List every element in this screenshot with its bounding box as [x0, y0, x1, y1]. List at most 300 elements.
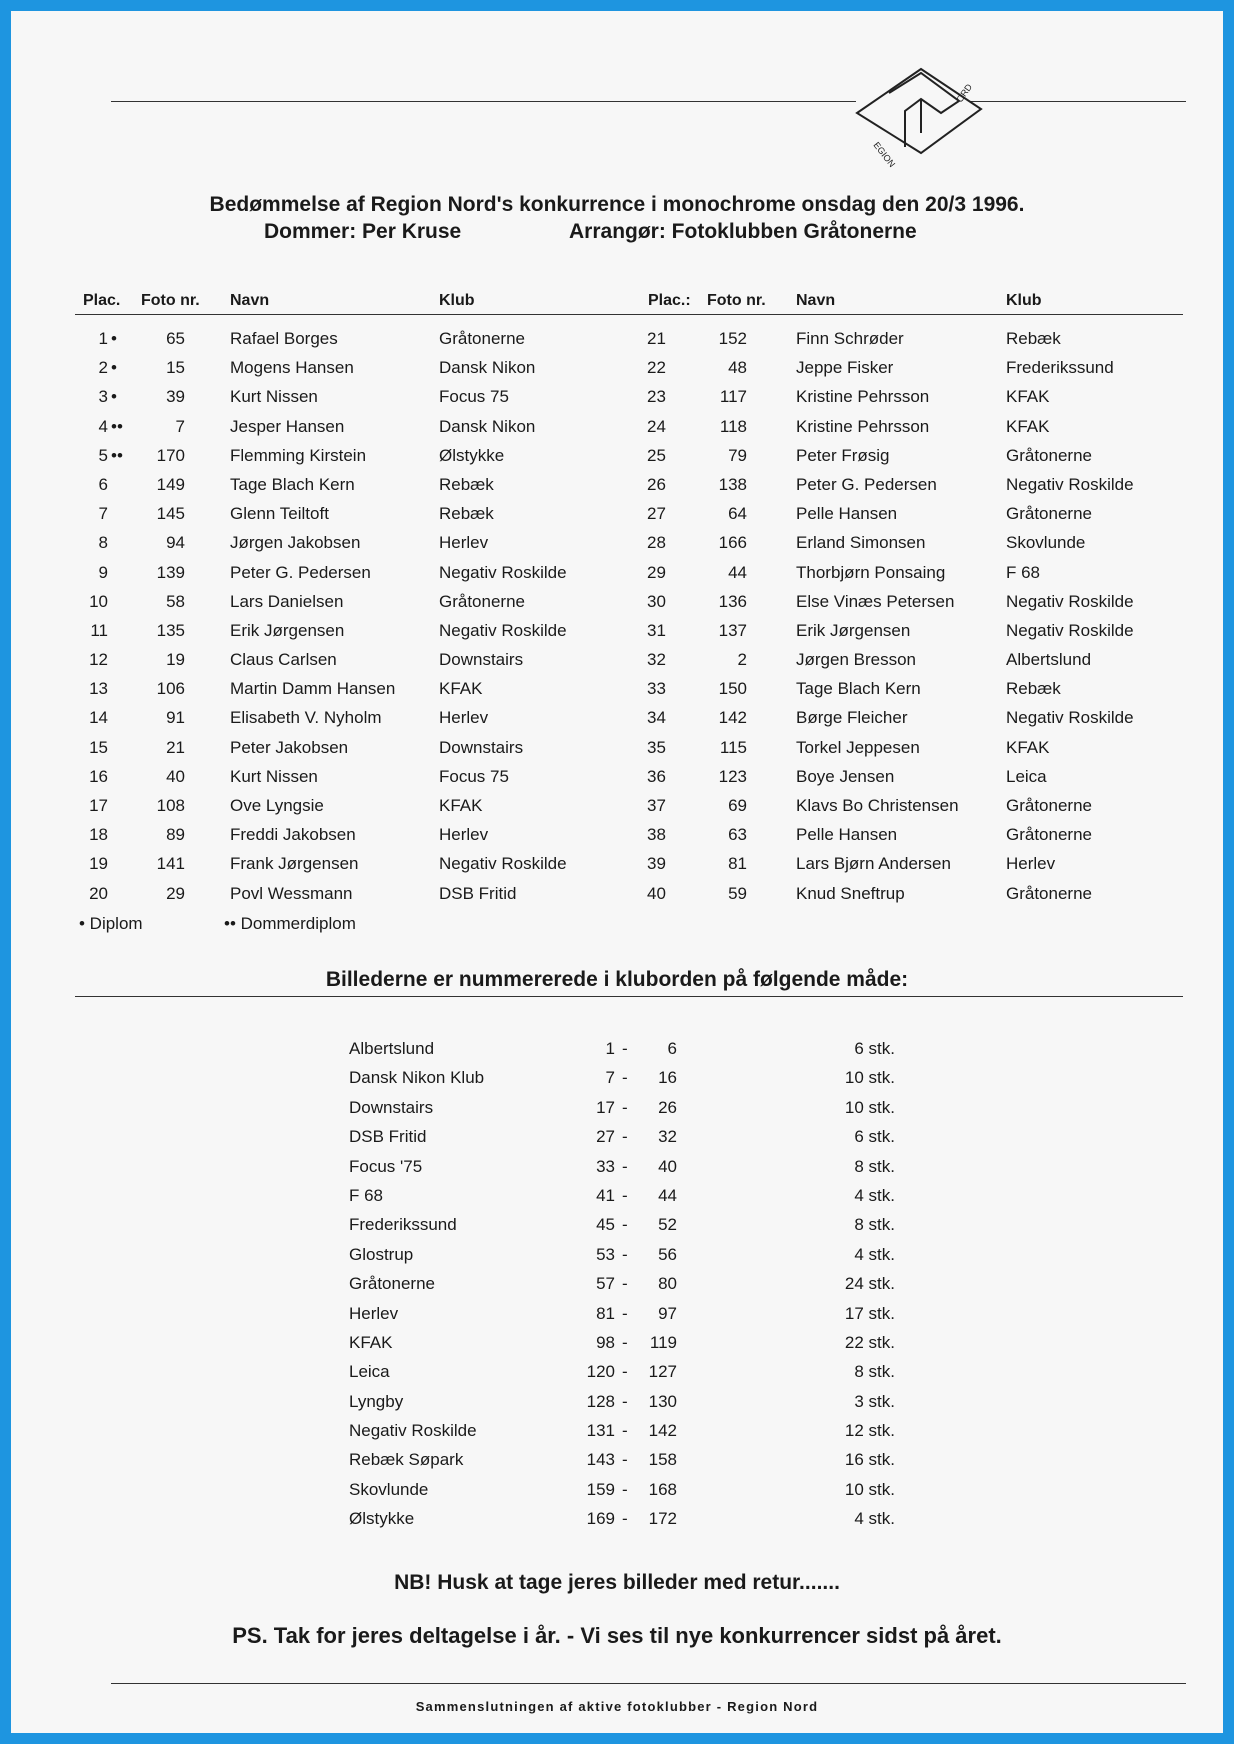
result-navn-left: Erik Jørgensen: [230, 620, 345, 640]
result-klub-right: Rebæk: [1006, 329, 1061, 348]
result-klub-right: Albertslund: [1006, 650, 1092, 670]
col-header-klub-right: Klub: [1006, 292, 1042, 309]
range-from: 33: [596, 1156, 615, 1176]
result-plac-right: 38: [647, 825, 666, 845]
club-name: Ølstykke: [349, 1509, 415, 1529]
range-to: 26: [658, 1097, 677, 1117]
result-plac-right: 31: [647, 620, 666, 640]
result-klub-right: Gråtonerne: [1006, 883, 1092, 903]
result-foto-left: 108: [156, 796, 185, 815]
result-navn-left: Glenn Teiltoft: [230, 504, 329, 524]
club-range-row: [11, 1068, 1223, 1097]
result-row: [11, 533, 1223, 562]
result-navn-left: Mogens Hansen: [230, 358, 354, 378]
result-row: [11, 446, 1223, 475]
page-title: Bedømmelse af Region Nord's konkurrence i monochrome onsdag den 20/3 1996.: [209, 193, 1025, 216]
club-range-row: [11, 1509, 1223, 1538]
result-klub-right: KFAK: [1006, 387, 1050, 407]
result-navn-right: Boye Jensen: [796, 766, 895, 786]
range-from: 27: [596, 1127, 615, 1147]
range-from: 169: [586, 1509, 615, 1529]
result-navn-right: Thorbjørn Ponsaing: [796, 562, 946, 582]
result-navn-right: Torkel Jeppesen: [796, 737, 920, 757]
result-row: [11, 679, 1223, 708]
top-rule-right: [971, 101, 1186, 102]
club-name: Glostrup: [349, 1244, 414, 1264]
result-klub-left: Rebæk: [439, 474, 494, 494]
result-klub-right: Leica: [1006, 766, 1047, 786]
result-plac-left: 7: [98, 504, 108, 524]
col-header-navn-right: Navn: [796, 292, 836, 309]
legend-diplom: • Diplom: [79, 914, 143, 933]
result-navn-left: Kurt Nissen: [230, 766, 318, 786]
range-dash: -: [622, 1479, 628, 1499]
result-foto-right: 152: [718, 329, 747, 348]
result-foto-right: 137: [718, 620, 747, 640]
result-klub-right: Gråtonerne: [1006, 796, 1092, 815]
result-navn-left: Ove Lyngsie: [230, 796, 324, 815]
result-navn-left: Frank Jørgensen: [230, 854, 359, 874]
range-from: 98: [596, 1332, 615, 1352]
result-navn-right: Erland Simonsen: [796, 533, 926, 553]
result-row: [11, 708, 1223, 737]
region-nord-logo: [849, 63, 989, 183]
range-to: 80: [658, 1274, 677, 1294]
result-navn-left: Peter G. Pedersen: [230, 562, 371, 582]
result-klub-left: Herlev: [439, 825, 489, 845]
club-range-row: [11, 1480, 1223, 1509]
result-foto-right: 79: [728, 445, 747, 465]
range-from: 131: [586, 1421, 615, 1441]
result-row: [11, 592, 1223, 621]
result-navn-right: Kristine Pehrsson: [796, 387, 930, 407]
result-klub-left: Dansk Nikon: [439, 416, 536, 436]
result-plac-right: 33: [647, 679, 666, 699]
club-name: Gråtonerne: [349, 1274, 435, 1294]
results-table: [11, 329, 1223, 913]
ps-thanks: PS. Tak for jeres deltagelse i år. - Vi ses til nye konkurrencer sidst på året.: [232, 1623, 1002, 1648]
result-navn-right: Pelle Hansen: [796, 504, 898, 524]
col-header-plac-right: Plac.:: [648, 292, 691, 309]
col-header-foto-right: Foto nr.: [707, 292, 766, 309]
result-plac-right: 39: [647, 854, 666, 874]
result-klub-left: KFAK: [439, 796, 483, 815]
result-plac-right: 26: [647, 474, 666, 494]
range-from: 41: [596, 1185, 615, 1205]
club-name: Leica: [349, 1362, 390, 1382]
result-klub-right: Negativ Roskilde: [1006, 474, 1134, 494]
result-foto-left: 94: [166, 533, 185, 553]
result-row: [11, 387, 1223, 416]
result-foto-right: 150: [718, 679, 747, 699]
result-navn-left: Elisabeth V. Nyholm: [230, 708, 382, 728]
col-header-klub-left: Klub: [439, 292, 475, 309]
range-count: 24 stk.: [844, 1274, 895, 1294]
result-foto-left: 89: [166, 825, 185, 845]
range-to: 44: [658, 1185, 677, 1205]
result-plac-left: 6: [98, 474, 108, 494]
result-plac-left: 13: [89, 679, 108, 699]
club-name: Focus '75: [349, 1156, 423, 1176]
result-plac-left: 12: [89, 650, 108, 670]
result-foto-right: 64: [728, 504, 747, 524]
result-plac-left: 15: [89, 737, 108, 757]
result-navn-left: Lars Danielsen: [230, 591, 344, 611]
range-dash: -: [622, 1332, 628, 1352]
result-klub-right: Herlev: [1006, 854, 1056, 874]
result-row: [11, 884, 1223, 913]
club-range-row: [11, 1450, 1223, 1479]
result-klub-left: Focus 75: [439, 766, 509, 786]
result-plac-left: 3: [98, 387, 108, 407]
result-navn-left: Povl Wessmann: [230, 883, 353, 903]
result-plac-right: 22: [647, 358, 666, 378]
result-plac-left: 18: [89, 825, 108, 845]
result-mark-left: •: [111, 387, 117, 407]
result-klub-left: Ølstykke: [439, 445, 505, 465]
result-foto-left: 58: [166, 591, 185, 611]
result-navn-left: Tage Blach Kern: [230, 474, 355, 494]
range-dash: -: [622, 1068, 628, 1088]
result-row: [11, 854, 1223, 883]
range-dash: -: [622, 1391, 628, 1411]
result-plac-right: 34: [647, 708, 666, 728]
result-navn-right: Finn Schrøder: [796, 329, 904, 348]
result-navn-left: Martin Damm Hansen: [230, 679, 396, 699]
result-foto-right: 117: [719, 387, 747, 407]
result-klub-right: Gråtonerne: [1006, 504, 1092, 524]
club-range-row: [11, 1245, 1223, 1274]
result-klub-left: Rebæk: [439, 504, 494, 524]
range-from: 53: [596, 1244, 615, 1264]
result-foto-right: 142: [718, 708, 747, 728]
club-name: KFAK: [349, 1332, 393, 1352]
range-to: 168: [648, 1479, 677, 1499]
club-name: Albertslund: [349, 1039, 435, 1058]
result-plac-left: 19: [89, 854, 108, 874]
range-count: 8 stk.: [854, 1156, 895, 1176]
result-klub-left: Gråtonerne: [439, 591, 525, 611]
result-plac-left: 2: [98, 358, 108, 378]
result-navn-left: Jørgen Jakobsen: [230, 533, 361, 553]
result-plac-right: 21: [647, 329, 666, 348]
result-klub-left: Negativ Roskilde: [439, 854, 567, 874]
range-from: 128: [586, 1391, 615, 1411]
logo-text-egion: EGION: [871, 140, 898, 170]
result-foto-left: 40: [166, 766, 185, 786]
result-navn-left: Rafael Borges: [230, 329, 338, 348]
result-foto-right: 136: [718, 591, 747, 611]
range-to: 142: [648, 1421, 677, 1441]
result-klub-left: Downstairs: [439, 737, 524, 757]
result-mark-left: ••: [111, 416, 123, 436]
result-navn-left: Jesper Hansen: [230, 416, 345, 436]
range-from: 159: [586, 1479, 615, 1499]
result-foto-left: 7: [175, 416, 185, 436]
club-range-row: [11, 1274, 1223, 1303]
result-klub-left: KFAK: [439, 679, 483, 699]
result-navn-left: Freddi Jakobsen: [230, 825, 356, 845]
result-foto-left: 170: [156, 445, 185, 465]
result-navn-right: Klavs Bo Christensen: [796, 796, 959, 815]
range-to: 52: [658, 1215, 677, 1235]
club-range-row: [11, 1392, 1223, 1421]
result-klub-right: KFAK: [1006, 416, 1050, 436]
result-klub-right: KFAK: [1006, 737, 1050, 757]
range-from: 7: [605, 1068, 615, 1088]
result-plac-left: 14: [89, 708, 108, 728]
range-count: 17 stk.: [844, 1303, 895, 1323]
range-from: 57: [596, 1274, 615, 1294]
club-name: Dansk Nikon Klub: [349, 1068, 485, 1088]
range-count: 10 stk.: [844, 1068, 895, 1088]
result-klub-left: DSB Fritid: [439, 883, 517, 903]
club-range-row: [11, 1157, 1223, 1186]
range-to: 130: [648, 1391, 677, 1411]
range-from: 1: [605, 1039, 615, 1058]
result-navn-right: Pelle Hansen: [796, 825, 898, 845]
result-plac-right: 32: [647, 650, 666, 670]
result-navn-right: Erik Jørgensen: [796, 620, 911, 640]
result-foto-right: 44: [728, 562, 747, 582]
result-klub-left: Negativ Roskilde: [439, 620, 567, 640]
result-foto-left: 15: [166, 358, 185, 378]
result-foto-left: 19: [166, 650, 185, 670]
range-dash: -: [622, 1362, 628, 1382]
result-plac-right: 37: [647, 796, 666, 815]
range-dash: -: [622, 1127, 628, 1147]
result-plac-right: 29: [647, 562, 666, 582]
range-to: 56: [658, 1244, 677, 1264]
result-klub-left: Dansk Nikon: [439, 358, 536, 378]
result-row: [11, 738, 1223, 767]
range-dash: -: [622, 1215, 628, 1235]
result-foto-left: 39: [166, 387, 185, 407]
result-klub-left: Downstairs: [439, 650, 524, 670]
result-navn-right: Knud Sneftrup: [796, 883, 905, 903]
club-name: Herlev: [349, 1303, 399, 1323]
club-name: Frederikssund: [349, 1215, 457, 1235]
result-row: [11, 796, 1223, 825]
club-name: Rebæk Søpark: [349, 1450, 464, 1470]
result-navn-right: Else Vinæs Petersen: [796, 591, 955, 611]
club-range-row: [11, 1186, 1223, 1215]
club-range-row: [11, 1127, 1223, 1156]
result-foto-right: 118: [719, 416, 747, 436]
result-navn-right: Kristine Pehrsson: [796, 416, 930, 436]
result-navn-right: Tage Blach Kern: [796, 679, 921, 699]
range-count: 4 stk.: [854, 1509, 895, 1529]
result-navn-right: Jeppe Fisker: [796, 358, 894, 378]
result-plac-right: 24: [647, 416, 666, 436]
result-foto-right: 115: [719, 737, 747, 757]
col-header-plac-left: Plac.: [83, 292, 121, 309]
result-plac-right: 36: [647, 766, 666, 786]
header-rule: [75, 314, 1183, 315]
result-klub-left: Herlev: [439, 708, 489, 728]
result-navn-left: Kurt Nissen: [230, 387, 318, 407]
club-name: Skovlunde: [349, 1479, 429, 1499]
result-foto-left: 149: [156, 474, 185, 494]
range-count: 3 stk.: [854, 1391, 895, 1411]
result-mark-left: •: [111, 329, 117, 348]
club-range-row: [11, 1304, 1223, 1333]
range-to: 158: [648, 1450, 677, 1470]
result-plac-left: 20: [89, 883, 108, 903]
club-range-row: [11, 1362, 1223, 1391]
range-dash: -: [622, 1244, 628, 1264]
range-dash: -: [622, 1450, 628, 1470]
numbering-heading: Billederne er nummererede i kluborden på følgende måde:: [325, 968, 909, 991]
range-count: 10 stk.: [844, 1097, 895, 1117]
range-to: 172: [648, 1509, 677, 1529]
range-count: 4 stk.: [854, 1185, 895, 1205]
result-row: [11, 475, 1223, 504]
result-klub-right: Negativ Roskilde: [1006, 620, 1134, 640]
range-dash: -: [622, 1097, 628, 1117]
result-row: [11, 504, 1223, 533]
footer-text: Sammenslutningen af aktive fotoklubber - Region Nord: [415, 1699, 819, 1714]
result-navn-left: Flemming Kirstein: [230, 445, 367, 465]
club-name: DSB Fritid: [349, 1127, 427, 1147]
organizer-line: Arrangør: Fotoklubben Gråtonerne: [569, 220, 917, 243]
range-to: 119: [649, 1332, 677, 1352]
result-mark-left: ••: [111, 445, 123, 465]
result-plac-right: 23: [647, 387, 666, 407]
result-klub-right: Negativ Roskilde: [1006, 708, 1134, 728]
result-plac-left: 10: [89, 591, 108, 611]
club-name: Negativ Roskilde: [349, 1421, 477, 1441]
range-count: 4 stk.: [854, 1244, 895, 1264]
result-klub-right: Skovlunde: [1006, 533, 1086, 553]
range-count: 22 stk.: [844, 1332, 895, 1352]
result-foto-right: 123: [718, 766, 747, 786]
result-navn-left: Claus Carlsen: [230, 650, 337, 670]
result-klub-right: Gråtonerne: [1006, 445, 1092, 465]
result-foto-left: 141: [156, 854, 185, 874]
result-plac-left: 8: [98, 533, 108, 553]
range-dash: -: [622, 1185, 628, 1205]
result-klub-left: Negativ Roskilde: [439, 562, 567, 582]
club-range-row: [11, 1215, 1223, 1244]
result-foto-right: 2: [737, 650, 747, 670]
club-range-row: [11, 1333, 1223, 1362]
numbering-rule: [75, 996, 1183, 997]
result-plac-left: 1: [98, 329, 108, 348]
result-klub-right: F 68: [1006, 562, 1041, 582]
result-klub-right: Frederikssund: [1006, 358, 1114, 378]
result-foto-left: 29: [166, 883, 185, 903]
result-foto-right: 138: [718, 474, 747, 494]
result-klub-right: Gråtonerne: [1006, 825, 1092, 845]
result-plac-right: 30: [647, 591, 666, 611]
result-plac-left: 9: [98, 562, 108, 582]
result-plac-right: 40: [647, 883, 666, 903]
range-count: 16 stk.: [844, 1450, 895, 1470]
range-count: 10 stk.: [844, 1479, 895, 1499]
result-plac-left: 5: [98, 445, 108, 465]
judge-line: Dommer: Per Kruse: [264, 220, 462, 243]
col-header-navn-left: Navn: [230, 292, 270, 309]
range-dash: -: [622, 1509, 628, 1529]
result-row: [11, 650, 1223, 679]
result-navn-left: Peter Jakobsen: [230, 737, 349, 757]
document-page: [11, 11, 1223, 1733]
result-foto-left: 106: [156, 679, 185, 699]
result-foto-right: 48: [728, 358, 747, 378]
legend-dommerdiplom: •• Dommerdiplom: [224, 914, 356, 933]
result-navn-right: Jørgen Bresson: [796, 650, 916, 670]
range-from: 45: [596, 1215, 615, 1235]
nb-reminder: NB! Husk at tage jeres billeder med retur.......: [394, 1571, 840, 1594]
result-navn-right: Børge Fleicher: [796, 708, 908, 728]
range-from: 120: [586, 1362, 615, 1382]
club-numbering-table: [11, 1039, 1223, 1539]
range-to: 16: [658, 1068, 677, 1088]
range-to: 6: [667, 1039, 677, 1058]
result-plac-right: 28: [647, 533, 666, 553]
result-foto-right: 63: [728, 825, 747, 845]
result-plac-left: 4: [98, 416, 108, 436]
footer-rule: [111, 1683, 1186, 1684]
range-to: 32: [658, 1127, 677, 1147]
range-count: 8 stk.: [854, 1362, 895, 1382]
result-row: [11, 358, 1223, 387]
range-to: 40: [658, 1156, 677, 1176]
result-navn-right: Peter Frøsig: [796, 445, 890, 465]
result-klub-left: Gråtonerne: [439, 329, 525, 348]
range-to: 127: [648, 1362, 677, 1382]
result-navn-right: Lars Bjørn Andersen: [796, 854, 951, 874]
club-name: Downstairs: [349, 1097, 434, 1117]
result-row: [11, 329, 1223, 358]
logo-text-ord: ORD: [954, 82, 975, 105]
range-count: 8 stk.: [854, 1215, 895, 1235]
club-range-row: [11, 1098, 1223, 1127]
club-name: Lyngby: [349, 1391, 404, 1411]
result-row: [11, 417, 1223, 446]
result-foto-left: 135: [156, 620, 185, 640]
result-row: [11, 825, 1223, 854]
result-foto-left: 91: [166, 708, 185, 728]
range-from: 81: [596, 1303, 615, 1323]
result-mark-left: •: [111, 358, 117, 378]
result-plac-right: 25: [647, 445, 666, 465]
top-rule-left: [111, 101, 856, 102]
result-foto-left: 65: [166, 329, 185, 348]
result-foto-right: 81: [728, 854, 747, 874]
result-klub-left: Herlev: [439, 533, 489, 553]
result-foto-left: 139: [156, 562, 185, 582]
range-from: 17: [596, 1097, 615, 1117]
club-range-row: [11, 1421, 1223, 1450]
result-plac-left: 17: [89, 796, 108, 815]
club-name: F 68: [349, 1185, 384, 1205]
col-header-foto-left: Foto nr.: [141, 292, 200, 309]
result-foto-right: 166: [718, 533, 747, 553]
range-dash: -: [622, 1303, 628, 1323]
result-plac-right: 35: [647, 737, 666, 757]
result-plac-left: 16: [89, 766, 108, 786]
result-plac-left: 11: [90, 620, 108, 640]
range-count: 6 stk.: [854, 1039, 895, 1058]
range-dash: -: [622, 1274, 628, 1294]
range-dash: -: [622, 1421, 628, 1441]
result-foto-left: 145: [156, 504, 185, 524]
result-row: [11, 621, 1223, 650]
range-count: 6 stk.: [854, 1127, 895, 1147]
result-row: [11, 767, 1223, 796]
